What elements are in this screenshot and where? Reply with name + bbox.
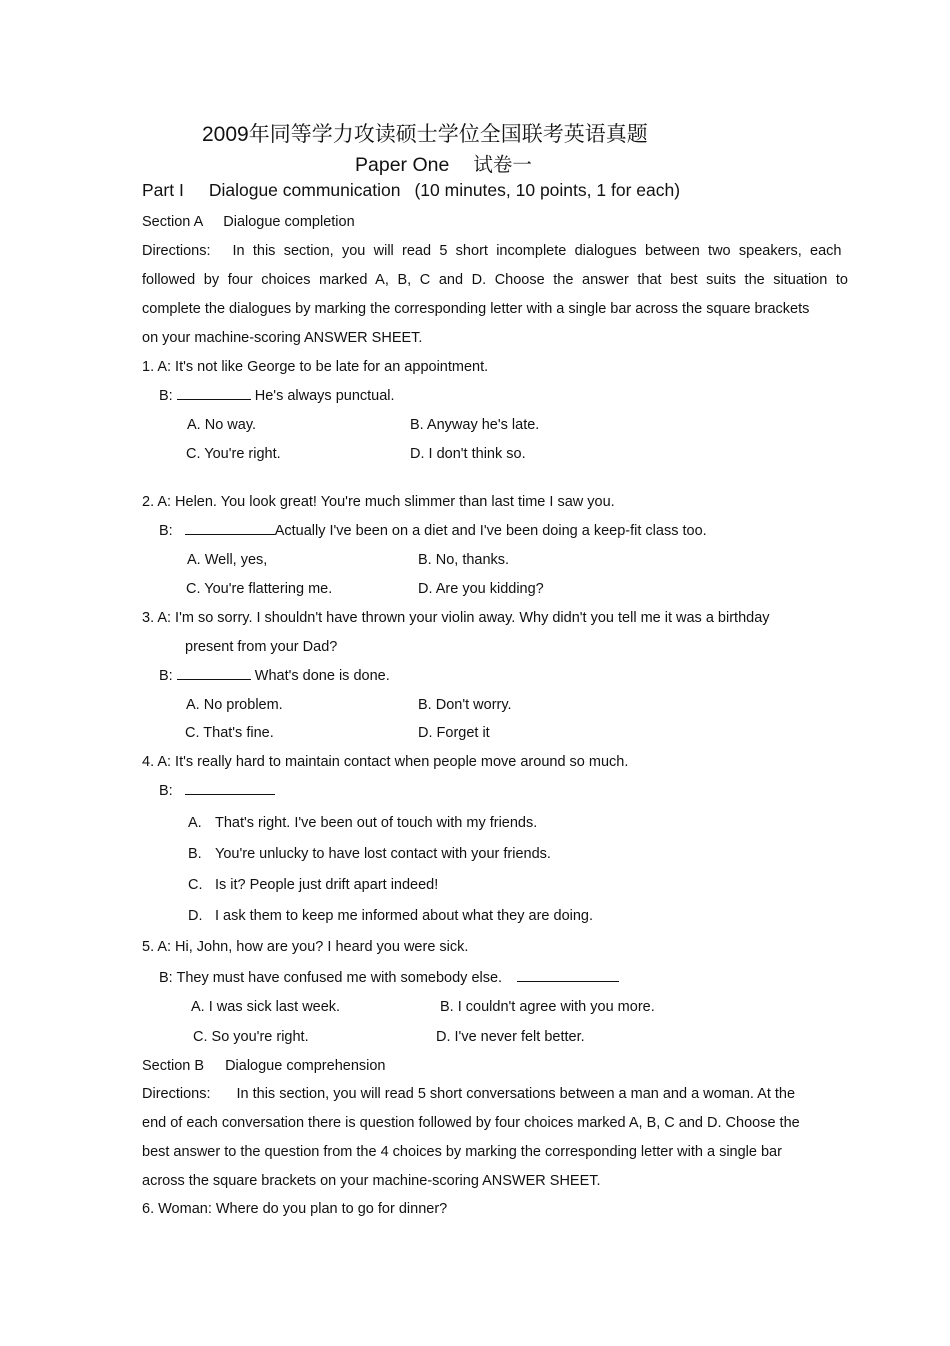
q5-prompt: 5. A: Hi, John, how are you? I heard you were sick.	[142, 939, 469, 955]
part-label: Part I	[142, 180, 184, 200]
q1-option-b: B. Anyway he's late.	[410, 417, 540, 433]
q4-option-b	[188, 845, 551, 863]
q3-blank	[177, 667, 251, 680]
q4-option-d	[188, 907, 593, 925]
q4-option-a	[188, 814, 537, 832]
q1-blank	[177, 387, 251, 400]
q4-option-a-text: That's right. I've been out of touch with my friends.	[215, 815, 538, 831]
q1-option-c: C. You're right.	[186, 446, 281, 462]
q2-response	[159, 522, 707, 540]
q4-prompt: 4. A: It's really hard to maintain contact when people move around so much.	[142, 754, 629, 770]
q5-option-c: C. So you're right.	[193, 1029, 309, 1045]
q3-b-label: B:	[159, 668, 173, 684]
section-b-directions-label: Directions:	[142, 1086, 211, 1102]
section-a-title: Dialogue completion	[223, 214, 355, 230]
q5-option-d: D. I've never felt better.	[436, 1029, 585, 1045]
paper-title-cn: 试卷一	[473, 154, 532, 176]
paper-title-en: Paper One	[355, 154, 450, 176]
q1-option-d: D. I don't think so.	[410, 446, 526, 462]
section-b-directions-line-1	[142, 1085, 795, 1103]
q2-option-c: C. You're flattering me.	[186, 581, 333, 597]
q3-option-b: B. Don't worry.	[418, 697, 512, 713]
q1-b-label: B:	[159, 388, 173, 404]
q4-option-a-letter: A.	[188, 815, 202, 831]
section-a-label: Section A	[142, 214, 204, 230]
q3-b-text: What's done is done.	[254, 668, 390, 684]
q5-response	[159, 969, 619, 987]
part-title: Dialogue communication	[208, 180, 401, 200]
section-b-label: Section B	[142, 1058, 205, 1074]
section-b-directions-line-2: end of each conversation there is question followed by four choices marked A, B, C and D. Choose the	[142, 1115, 800, 1131]
q2-option-b: B. No, thanks.	[418, 552, 510, 568]
q4-option-c	[188, 876, 438, 894]
section-a-directions-line-3: complete the dialogues by marking the corresponding letter with a single bar across the square brackets	[142, 301, 810, 317]
q5-option-a: A. I was sick last week.	[191, 999, 341, 1015]
q4-option-b-text: You're unlucky to have lost contact with your friends.	[215, 846, 551, 862]
section-a-directions-label: Directions:	[142, 243, 211, 259]
q4-option-b-letter: B.	[188, 846, 202, 862]
q1-response	[159, 387, 395, 405]
q1-prompt: 1. A: It's not like George to be late for an appointment.	[142, 359, 489, 375]
section-b-directions-text: In this section, you will read 5 short conversations between a man and a woman. At the	[236, 1086, 796, 1102]
section-a-directions-line-4: on your machine-scoring ANSWER SHEET.	[142, 330, 423, 346]
part-detail: (10 minutes, 10 points, 1 for each)	[414, 180, 681, 200]
section-a-directions-line-2: followed by four choices marked A, B, C and D. Choose the answer that best suits the situation to	[142, 272, 848, 288]
q6-prompt: 6. Woman: Where do you plan to go for dinner?	[142, 1201, 448, 1217]
q5-b-text: B: They must have confused me with somebody else.	[159, 970, 503, 986]
section-a-directions-line-1	[142, 242, 842, 260]
q4-blank	[185, 782, 275, 795]
q1-b-text: He's always punctual.	[254, 388, 395, 404]
q2-prompt: 2. A: Helen. You look great! You're much slimmer than last time I saw you.	[142, 494, 615, 510]
section-b-directions-line-3: best answer to the question from the 4 choices by marking the corresponding letter with a single bar	[142, 1144, 782, 1160]
q4-response	[159, 782, 275, 800]
section-a-directions-text: In this section, you will read 5 short incomplete dialogues between two speakers, each	[232, 243, 842, 259]
q3-prompt: 3. A: I'm so sorry. I shouldn't have thrown your violin away. Why didn't you tell me it was a birthday	[142, 610, 770, 626]
section-a-heading	[142, 213, 355, 231]
q2-option-d: D. Are you kidding?	[418, 581, 544, 597]
q1-option-a: A. No way.	[187, 417, 257, 433]
q2-b-text: Actually I've been on a diet and I've been doing a keep-fit class too.	[274, 523, 707, 539]
q2-b-label: B:	[159, 523, 173, 539]
section-b-title: Dialogue comprehension	[225, 1058, 386, 1074]
q3-option-c: C. That's fine.	[185, 725, 274, 741]
q4-option-c-text: Is it? People just drift apart indeed!	[215, 877, 439, 893]
q2-blank	[185, 522, 275, 535]
q2-option-a: A. Well, yes,	[187, 552, 268, 568]
section-b-directions-line-4: across the square brackets on your machine-scoring ANSWER SHEET.	[142, 1173, 601, 1189]
section-b-heading	[142, 1057, 385, 1075]
q4-b-label: B:	[159, 783, 173, 799]
paper-title	[355, 153, 532, 177]
q5-blank	[517, 969, 619, 982]
q5-option-b: B. I couldn't agree with you more.	[440, 999, 655, 1015]
part-heading	[142, 179, 680, 201]
q3-option-d: D. Forget it	[418, 725, 490, 741]
q3-response	[159, 667, 390, 685]
q3-prompt-cont: present from your Dad?	[185, 639, 338, 655]
q4-option-d-text: I ask them to keep me informed about what they are doing.	[215, 908, 594, 924]
q4-option-d-letter: D.	[188, 908, 203, 924]
q4-option-c-letter: C.	[188, 877, 203, 893]
page-title: 2009年同等学力攻读硕士学位全国联考英语真题	[202, 123, 648, 146]
q3-option-a: A. No problem.	[186, 697, 283, 713]
